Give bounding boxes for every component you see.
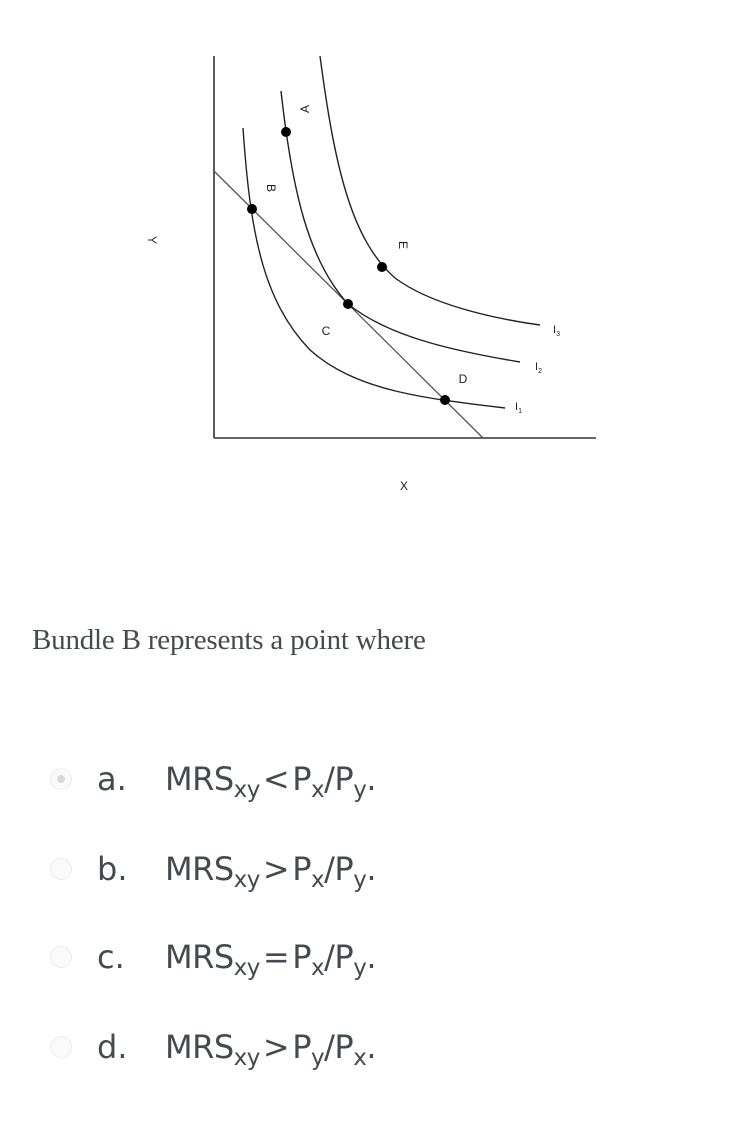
option-c[interactable] [50,927,376,987]
indifference-curve-i2 [281,91,520,362]
option-letter: b. [97,850,128,888]
radio-option-b[interactable] [50,858,72,880]
option-formula: $MRS_{xy}>P_y/P_x$. [165,1028,376,1071]
radio-option-a[interactable] [50,768,72,790]
y-axis-label: Y [145,235,159,245]
point-label-e: E [396,240,410,250]
option-formula: $MRS_{xy}<P_x/P_y$. [165,760,376,803]
point-d [440,395,450,405]
indifference-curve-i1 [243,128,505,408]
point-label-c: C [321,324,331,338]
radio-option-d[interactable] [50,1036,72,1058]
point-b [247,204,257,214]
option-formula: $MRS_{xy}=P_x/P_y$. [165,938,376,981]
point-a [281,127,291,137]
option-letter: c. [97,938,125,976]
point-label-b: B [264,183,278,193]
point-label-a: A [298,104,312,114]
option-b[interactable] [50,839,376,899]
curve-label-i2: $I_2$ [535,361,542,375]
option-a[interactable] [50,749,376,809]
indifference-curve-chart [0,0,746,520]
option-d[interactable] [50,1017,376,1077]
radio-option-c[interactable] [50,946,72,968]
point-label-d: D [458,372,468,386]
indifference-curve-i3 [320,56,540,325]
point-e [377,262,387,272]
x-axis-label: X [399,479,409,493]
point-c [343,299,353,309]
option-formula: $MRS_{xy}>P_x/P_y$. [165,850,376,893]
curve-label-i3: $I_3$ [553,324,560,338]
curve-label-i1: $I_1$ [515,401,522,415]
option-letter: d. [97,1028,128,1066]
question-text: Bundle B represents a point where [32,624,426,656]
option-letter: a. [97,760,127,798]
